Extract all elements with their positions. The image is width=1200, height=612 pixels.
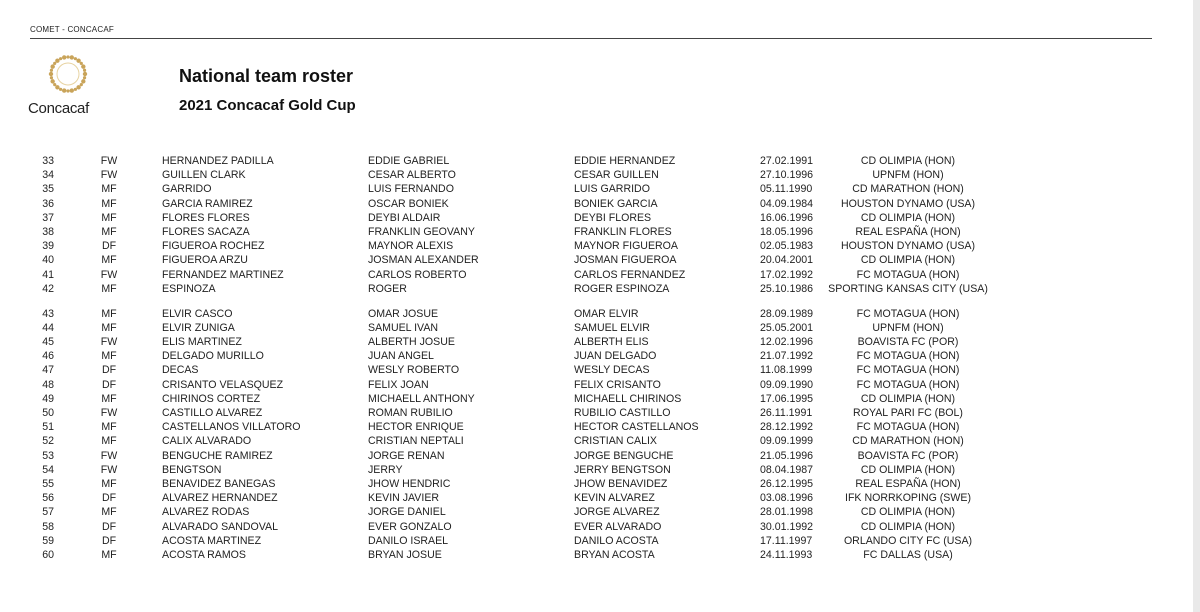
player-birth-date: 20.04.2001 [760, 254, 814, 267]
table-row [0, 182, 1200, 196]
player-last-name: CHIRINOS CORTEZ [162, 392, 261, 405]
player-first-name: SAMUEL IVAN [368, 321, 439, 334]
table-row [0, 282, 1200, 307]
concacaf-logo [28, 50, 110, 120]
player-position: MF [101, 282, 117, 295]
player-club: CD MARATHON (HON) [852, 435, 964, 448]
player-number: 58 [42, 520, 54, 533]
player-birth-date: 17.02.1992 [760, 268, 814, 281]
player-first-name: OSCAR BONIEK [368, 197, 449, 210]
table-row [0, 449, 1200, 463]
player-last-name: FLORES FLORES [162, 211, 250, 224]
player-club: FC MOTAGUA (HON) [856, 364, 960, 377]
player-club: FC MOTAGUA (HON) [856, 268, 960, 281]
player-shirt-name: MAYNOR FIGUEROA [574, 240, 678, 253]
player-club: ROYAL PARI FC (BOL) [853, 407, 963, 419]
player-shirt-name: KEVIN ALVAREZ [574, 492, 655, 505]
table-row [0, 225, 1200, 239]
player-position: MF [101, 254, 117, 267]
player-position: MF [101, 321, 117, 334]
player-position: DF [101, 378, 117, 391]
player-birth-date: 24.11.1993 [760, 548, 813, 561]
table-row [0, 434, 1200, 448]
player-last-name: CRISANTO VELASQUEZ [162, 378, 284, 391]
player-position: MF [101, 477, 117, 490]
player-first-name: JORGE DANIEL [368, 506, 446, 519]
player-last-name: HERNANDEZ PADILLA [162, 155, 274, 167]
table-row [0, 268, 1200, 282]
player-first-name: JOSMAN ALEXANDER [368, 254, 479, 267]
player-club: BOAVISTA FC (POR) [857, 449, 959, 462]
player-birth-date: 03.08.1996 [760, 492, 814, 505]
player-last-name: GARCIA RAMIREZ [162, 197, 253, 210]
table-row [0, 406, 1200, 420]
player-position: MF [101, 211, 117, 224]
player-shirt-name: JERRY BENGTSON [574, 463, 671, 476]
player-birth-date: 25.05.2001 [760, 321, 814, 334]
player-position: FW [100, 463, 118, 476]
player-position: FW [100, 268, 118, 281]
player-birth-date: 17.06.1995 [760, 392, 814, 405]
player-club: CD OLIMPIA (HON) [860, 392, 956, 405]
player-number: 53 [42, 449, 54, 462]
player-number: 46 [42, 350, 54, 363]
table-row [0, 463, 1200, 477]
player-last-name: CALIX ALVARADO [162, 435, 252, 448]
player-position: MF [101, 435, 117, 448]
player-birth-date: 26.12.1995 [760, 477, 814, 490]
player-position: DF [101, 534, 117, 547]
player-last-name: ELVIR CASCO [162, 307, 233, 320]
player-shirt-name: WESLY DECAS [574, 364, 650, 377]
player-last-name: FERNANDEZ MARTINEZ [162, 268, 284, 281]
player-birth-date: 27.10.1996 [760, 169, 814, 182]
player-position: MF [101, 421, 117, 434]
player-last-name: ELVIR ZUNIGA [162, 321, 235, 334]
player-number: 39 [42, 240, 54, 253]
player-number: 38 [42, 225, 54, 238]
player-first-name: WESLY ROBERTO [368, 364, 460, 377]
player-birth-date: 27.02.1991 [760, 155, 814, 167]
player-position: DF [101, 492, 117, 505]
table-row [0, 491, 1200, 505]
table-row [0, 520, 1200, 534]
player-shirt-name: JORGE BENGUCHE [574, 449, 674, 462]
player-shirt-name: CARLOS FERNANDEZ [574, 268, 686, 281]
player-last-name: FLORES SACAZA [162, 225, 250, 238]
player-birth-date: 11.08.1999 [760, 364, 813, 377]
table-row [0, 363, 1200, 377]
player-club: REAL ESPAÑA (HON) [855, 225, 961, 238]
player-first-name: JERRY [368, 463, 403, 476]
player-last-name: BENGUCHE RAMIREZ [162, 449, 273, 462]
player-number: 59 [42, 534, 54, 547]
player-last-name: ACOSTA RAMOS [162, 548, 246, 561]
player-first-name: JUAN ANGEL [368, 350, 434, 363]
player-club: BOAVISTA FC (POR) [857, 336, 959, 349]
player-shirt-name: SAMUEL ELVIR [574, 321, 650, 334]
player-birth-date: 12.02.1996 [760, 336, 814, 349]
player-birth-date: 25.10.1986 [760, 282, 814, 295]
player-number: 50 [42, 407, 54, 419]
player-club: HOUSTON DYNAMO (USA) [841, 197, 975, 210]
table-row [0, 349, 1200, 363]
player-last-name: CASTILLO ALVAREZ [162, 407, 263, 419]
player-last-name: BENAVIDEZ BANEGAS [162, 477, 276, 490]
player-shirt-name: HECTOR CASTELLANOS [574, 421, 699, 434]
player-last-name: ALVAREZ HERNANDEZ [162, 492, 278, 505]
player-number: 55 [42, 477, 54, 490]
player-shirt-name: OMAR ELVIR [574, 307, 639, 320]
player-position: FW [100, 407, 118, 419]
table-row [0, 392, 1200, 406]
player-number: 43 [42, 307, 54, 320]
player-first-name: JHOW HENDRIC [368, 477, 451, 490]
player-last-name: DECAS [162, 364, 199, 377]
player-club: CD OLIMPIA (HON) [860, 506, 956, 519]
table-row [0, 335, 1200, 349]
player-shirt-name: CESAR GUILLEN [574, 169, 659, 182]
player-shirt-name: MICHAELL CHIRINOS [574, 392, 682, 405]
player-position: MF [101, 548, 117, 561]
table-row [0, 154, 1200, 168]
player-last-name: GARRIDO [162, 183, 212, 196]
player-last-name: ALVAREZ RODAS [162, 506, 250, 519]
table-row [0, 197, 1200, 211]
page-subtitle: 2021 Concacaf Gold Cup [179, 97, 356, 114]
player-birth-date: 21.05.1996 [760, 449, 814, 462]
player-birth-date: 21.07.1992 [760, 350, 814, 363]
player-last-name: GUILLEN CLARK [162, 169, 246, 182]
player-number: 35 [42, 183, 54, 196]
player-last-name: ALVARADO SANDOVAL [162, 520, 278, 533]
player-position: DF [101, 240, 117, 253]
player-last-name: FIGUEROA ARZU [162, 254, 248, 267]
player-position: MF [101, 183, 117, 196]
player-first-name: EDDIE GABRIEL [368, 155, 450, 167]
player-shirt-name: ALBERTH ELIS [574, 336, 649, 349]
player-shirt-name: EDDIE HERNANDEZ [574, 155, 676, 167]
player-number: 33 [42, 155, 54, 167]
player-position: MF [101, 197, 117, 210]
player-first-name: DEYBI ALDAIR [368, 211, 441, 224]
player-number: 60 [42, 548, 54, 561]
player-position: FW [100, 449, 118, 462]
player-shirt-name: JORGE ALVAREZ [574, 506, 660, 519]
player-first-name: DANILO ISRAEL [368, 534, 449, 547]
player-position: MF [101, 392, 117, 405]
player-birth-date: 09.09.1990 [760, 378, 814, 391]
header-divider [30, 38, 1152, 39]
player-birth-date: 17.11.1997 [760, 534, 813, 547]
player-number: 57 [42, 506, 54, 519]
player-first-name: LUIS FERNANDO [368, 183, 454, 196]
table-row [0, 321, 1200, 335]
player-first-name: MAYNOR ALEXIS [368, 240, 454, 253]
player-birth-date: 26.11.1991 [760, 407, 813, 419]
player-last-name: ESPINOZA [162, 282, 216, 295]
table-row [0, 534, 1200, 548]
player-club: FC MOTAGUA (HON) [856, 421, 960, 434]
player-birth-date: 28.01.1998 [760, 506, 814, 519]
player-position: MF [101, 225, 117, 238]
player-club: CD OLIMPIA (HON) [860, 520, 956, 533]
player-club: FC MOTAGUA (HON) [856, 378, 960, 391]
player-club: IFK NORRKOPING (SWE) [845, 492, 971, 505]
player-club: UPNFM (HON) [872, 321, 944, 334]
page-title: National team roster [179, 66, 354, 86]
logo-wordmark: Concacaf [28, 100, 89, 117]
player-club: CD MARATHON (HON) [852, 183, 964, 196]
player-shirt-name: CRISTIAN CALIX [574, 435, 658, 448]
player-first-name: MICHAELL ANTHONY [368, 392, 475, 405]
player-birth-date: 08.04.1987 [760, 463, 814, 476]
player-birth-date: 28.12.1992 [760, 421, 814, 434]
player-number: 48 [42, 378, 54, 391]
player-first-name: JORGE RENAN [368, 449, 445, 462]
player-shirt-name: JOSMAN FIGUEROA [574, 254, 677, 267]
player-club: SPORTING KANSAS CITY (USA) [828, 282, 988, 295]
player-first-name: CESAR ALBERTO [368, 169, 456, 182]
table-row [0, 211, 1200, 225]
player-first-name: CARLOS ROBERTO [368, 268, 467, 281]
player-number: 49 [42, 392, 54, 405]
player-number: 47 [42, 364, 54, 377]
player-first-name: KEVIN JAVIER [368, 492, 440, 505]
player-club: FC MOTAGUA (HON) [856, 307, 960, 320]
player-birth-date: 30.01.1992 [760, 520, 814, 533]
player-birth-date: 04.09.1984 [760, 197, 814, 210]
player-position: MF [101, 506, 117, 519]
player-first-name: OMAR JOSUE [368, 307, 439, 320]
player-club: CD OLIMPIA (HON) [860, 463, 956, 476]
player-club: CD OLIMPIA (HON) [860, 155, 956, 167]
player-birth-date: 05.11.1990 [760, 183, 813, 196]
player-last-name: ELIS MARTINEZ [162, 336, 242, 349]
player-number: 56 [42, 492, 54, 505]
player-number: 52 [42, 435, 54, 448]
player-number: 36 [42, 197, 54, 210]
player-shirt-name: FRANKLIN FLORES [574, 225, 672, 238]
player-shirt-name: RUBILIO CASTILLO [574, 407, 671, 419]
player-number: 54 [42, 463, 54, 476]
player-first-name: CRISTIAN NEPTALI [368, 435, 464, 448]
table-row [0, 168, 1200, 182]
player-birth-date: 18.05.1996 [760, 225, 814, 238]
table-row [0, 505, 1200, 519]
player-position: DF [101, 520, 117, 533]
player-club: FC DALLAS (USA) [863, 548, 953, 561]
player-number: 44 [42, 321, 54, 334]
player-position: MF [101, 307, 117, 320]
sun-ring-icon [44, 50, 92, 98]
player-number: 51 [42, 421, 54, 434]
player-shirt-name: JHOW BENAVIDEZ [574, 477, 668, 490]
player-club: ORLANDO CITY FC (USA) [843, 534, 973, 547]
player-last-name: CASTELLANOS VILLATORO [162, 421, 301, 434]
player-shirt-name: DANILO ACOSTA [574, 534, 659, 547]
player-club: UPNFM (HON) [872, 169, 944, 182]
table-row [0, 378, 1200, 392]
player-number: 40 [42, 254, 54, 267]
player-birth-date: 09.09.1999 [760, 435, 814, 448]
player-number: 37 [42, 211, 54, 224]
player-shirt-name: JUAN DELGADO [574, 350, 657, 363]
player-position: FW [100, 155, 118, 167]
player-shirt-name: FELIX CRISANTO [574, 378, 661, 391]
player-number: 42 [42, 282, 54, 295]
table-row [0, 420, 1200, 434]
player-shirt-name: BRYAN ACOSTA [574, 548, 655, 561]
player-number: 41 [42, 268, 54, 281]
player-shirt-name: LUIS GARRIDO [574, 183, 650, 196]
player-first-name: ALBERTH JOSUE [368, 336, 455, 349]
table-row [0, 548, 1200, 562]
player-first-name: FRANKLIN GEOVANY [368, 225, 475, 238]
player-shirt-name: DEYBI FLORES [574, 211, 652, 224]
player-birth-date: 28.09.1989 [760, 307, 814, 320]
player-last-name: BENGTSON [162, 463, 222, 476]
player-first-name: ROGER [368, 282, 407, 295]
player-first-name: EVER GONZALO [368, 520, 452, 533]
table-row [0, 253, 1200, 267]
table-row [0, 239, 1200, 253]
player-first-name: BRYAN JOSUE [368, 548, 442, 561]
player-position: MF [101, 350, 117, 363]
table-row [0, 477, 1200, 491]
player-first-name: FELIX JOAN [368, 378, 429, 391]
player-position: DF [101, 364, 117, 377]
player-club: HOUSTON DYNAMO (USA) [841, 240, 975, 253]
player-shirt-name: ROGER ESPINOZA [574, 282, 670, 295]
player-first-name: ROMAN RUBILIO [368, 407, 453, 419]
player-position: FW [100, 336, 118, 349]
player-birth-date: 16.06.1996 [760, 211, 814, 224]
document-source-label: COMET - CONCACAF [30, 25, 114, 34]
player-position: FW [100, 169, 118, 182]
player-first-name: HECTOR ENRIQUE [368, 421, 464, 434]
player-birth-date: 02.05.1983 [760, 240, 814, 253]
player-last-name: ACOSTA MARTINEZ [162, 534, 262, 547]
table-row [0, 307, 1200, 321]
roster-table [0, 154, 1200, 562]
player-shirt-name: EVER ALVARADO [574, 520, 662, 533]
player-club: CD OLIMPIA (HON) [860, 254, 956, 267]
player-club: REAL ESPAÑA (HON) [855, 477, 961, 490]
player-shirt-name: BONIEK GARCIA [574, 197, 658, 210]
player-number: 34 [42, 169, 54, 182]
player-club: CD OLIMPIA (HON) [860, 211, 956, 224]
player-number: 45 [42, 336, 54, 349]
player-last-name: FIGUEROA ROCHEZ [162, 240, 265, 253]
player-club: FC MOTAGUA (HON) [856, 350, 960, 363]
player-last-name: DELGADO MURILLO [162, 350, 264, 363]
